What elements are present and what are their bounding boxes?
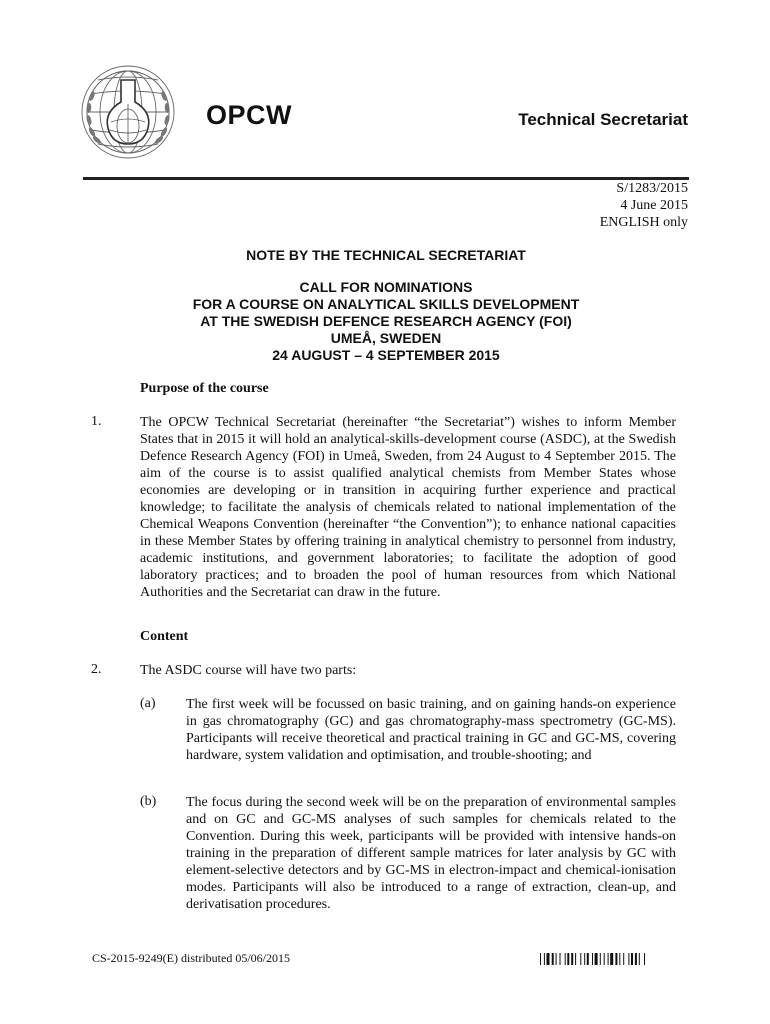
paragraph-number: 2. — [91, 662, 102, 677]
distribution-footer: CS-2015-9249(E) distributed 05/06/2015 — [92, 951, 290, 965]
call-title-line: FOR A COURSE ON ANALYTICAL SKILLS DEVELOPMENT — [192, 296, 580, 312]
doc-date: 4 June 2015 — [620, 198, 688, 213]
subparagraph-text: The first week will be focussed on basic training, and on gaining hands-on experience in gas chromatography (GC) and gas chromatography-mass spectrometry (GC-MS). Participants will receive theoretical and practical training in GC and GC-MS, covering hardware, system validation and optimisation, and trouble-shooting; and — [186, 697, 676, 763]
section-heading-purpose: Purpose of the course — [140, 381, 269, 396]
doc-number: S/1283/2015 — [616, 181, 688, 196]
subparagraph-label: (a) — [140, 696, 156, 711]
subparagraph-text: The focus during the second week will be on the preparation of environmental samples and on GC and GC-MS analyses of such samples for chemicals related to the Convention. During this week, participants will be provided with intensive hands-on training in the preparation of different sample matrices for later analysis by GC with element-selective detectors and by GC-MS in electron-impact and chemical-ionisation modes. Participants will also be introduced to a range of extraction, clean-up, and derivatisation procedures. — [186, 795, 676, 912]
note-title: NOTE BY THE TECHNICAL SECRETARIAT — [246, 247, 526, 263]
paragraph-number: 1. — [91, 414, 102, 429]
unit-name: Technical Secretariat — [518, 110, 688, 129]
document-reference — [600, 180, 688, 231]
call-title-line: 24 AUGUST – 4 SEPTEMBER 2015 — [272, 347, 500, 363]
header-rule — [83, 177, 689, 180]
section-heading-content: Content — [140, 629, 189, 644]
call-title-line: AT THE SWEDISH DEFENCE RESEARCH AGENCY (FOI) — [200, 313, 572, 329]
opcw-logo — [78, 62, 178, 162]
call-title-line: UMEÅ, SWEDEN — [330, 330, 442, 346]
doc-language: ENGLISH only — [599, 215, 688, 230]
subparagraph-label: (b) — [140, 794, 157, 809]
paragraph-text: The ASDC course will have two parts: — [140, 663, 357, 678]
paragraph-text: The OPCW Technical Secretariat (hereinafter “the Secretariat”) wishes to inform Member States that in 2015 it will hold an analytical-skills-development course (ASDC), at the Swedish Defence Research Agency (FOI) in Umeå, Sweden, from 24 August to 4 September 2015. The aim of the course is to assist qualified analytical chemists from Member States whose economies are developing or in transition in acquiring further experience and practical knowledge; to facilitate the analysis of chemicals related to national implementation of the Chemical Weapons Convention (hereinafter “the Convention”); to enhance national capacities in these Member States by offering training in analytical chemistry to personnel from industry, academic institutions, and government laboratories; to facilitate the adoption of good laboratory practices; and to broaden the pool of human resources from which National Authorities and the Secretariat can draw in the future. — [140, 415, 676, 600]
org-name: OPCW — [206, 100, 292, 130]
barcode — [540, 953, 678, 965]
call-title — [83, 279, 689, 364]
call-title-line: CALL FOR NOMINATIONS — [299, 279, 473, 295]
